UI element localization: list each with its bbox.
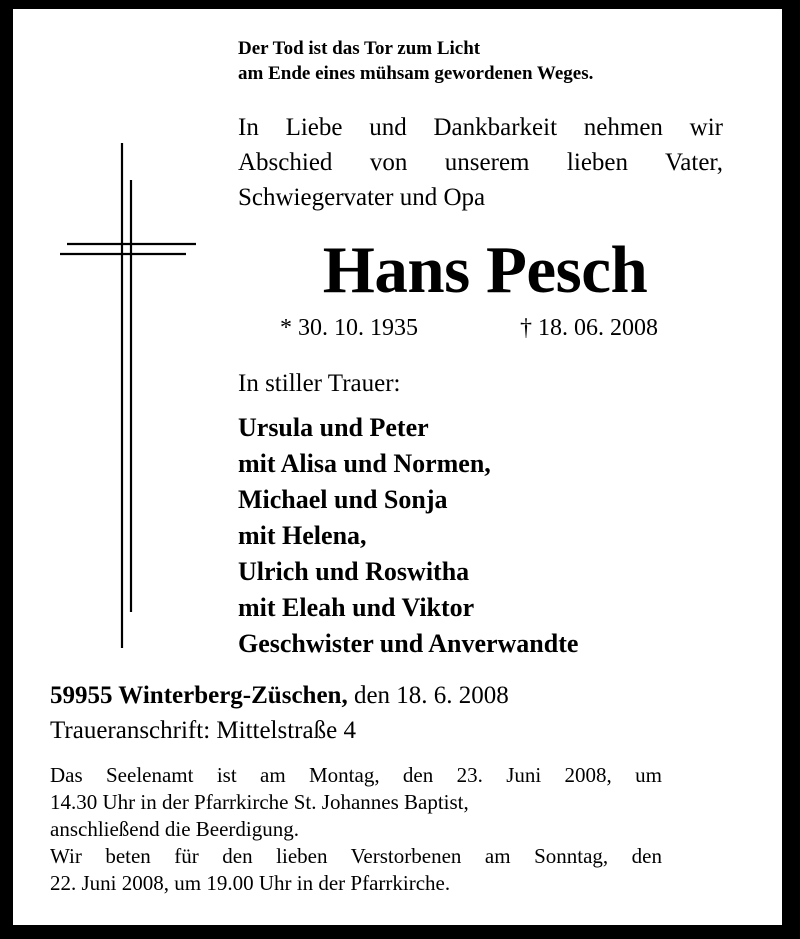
mourner-line: Ulrich und Roswitha (238, 557, 470, 586)
mourner-line: Michael und Sonja (238, 485, 448, 514)
note-line: Das Seelenamt ist am Montag, den 23. Juni 2008, um (50, 763, 662, 787)
deceased-name: Hans Pesch (322, 233, 648, 307)
note-line: 22. Juni 2008, um 19.00 Uhr in der Pfarrkirche. (50, 871, 451, 895)
mourner-line: mit Helena, (238, 521, 367, 550)
notice-date: den 18. 6. 2008 (347, 682, 509, 709)
death-date: † 18. 06. 2008 (520, 315, 658, 341)
note-line: anschließend die Beerdigung. (50, 817, 300, 841)
intro-line-2: Abschied von unserem lieben Vater, (238, 149, 723, 176)
place: 59955 Winterberg-Züschen, (50, 682, 348, 709)
intro-line-3: Schwiegervater und Opa (238, 184, 486, 211)
place-date-line (50, 681, 509, 711)
motto-line-1: Der Tod ist das Tor zum Licht (238, 38, 481, 59)
mourning-address: Traueranschrift: Mittelstraße 4 (50, 717, 356, 744)
mourner-line: Ursula und Peter (238, 413, 429, 442)
mourners-list (238, 410, 578, 662)
note-line: Wir beten für den lieben Verstorbenen am Sonntag, den (50, 844, 662, 868)
service-notes (50, 762, 662, 897)
mourner-line: Geschwister und Anverwandte (238, 629, 579, 658)
intro-line-1: In Liebe und Dankbarkeit nehmen wir (238, 114, 723, 141)
birth-date: * 30. 10. 1935 (280, 315, 418, 341)
motto-line-2: am Ende eines mühsam gewordenen Weges. (238, 63, 594, 84)
mourner-line: mit Eleah und Viktor (238, 593, 475, 622)
note-line: 14.30 Uhr in der Pfarrkirche St. Johannes Baptist, (50, 790, 469, 814)
mourning-label: In stiller Trauer: (238, 370, 401, 397)
mourner-line: mit Alisa und Normen, (238, 449, 491, 478)
